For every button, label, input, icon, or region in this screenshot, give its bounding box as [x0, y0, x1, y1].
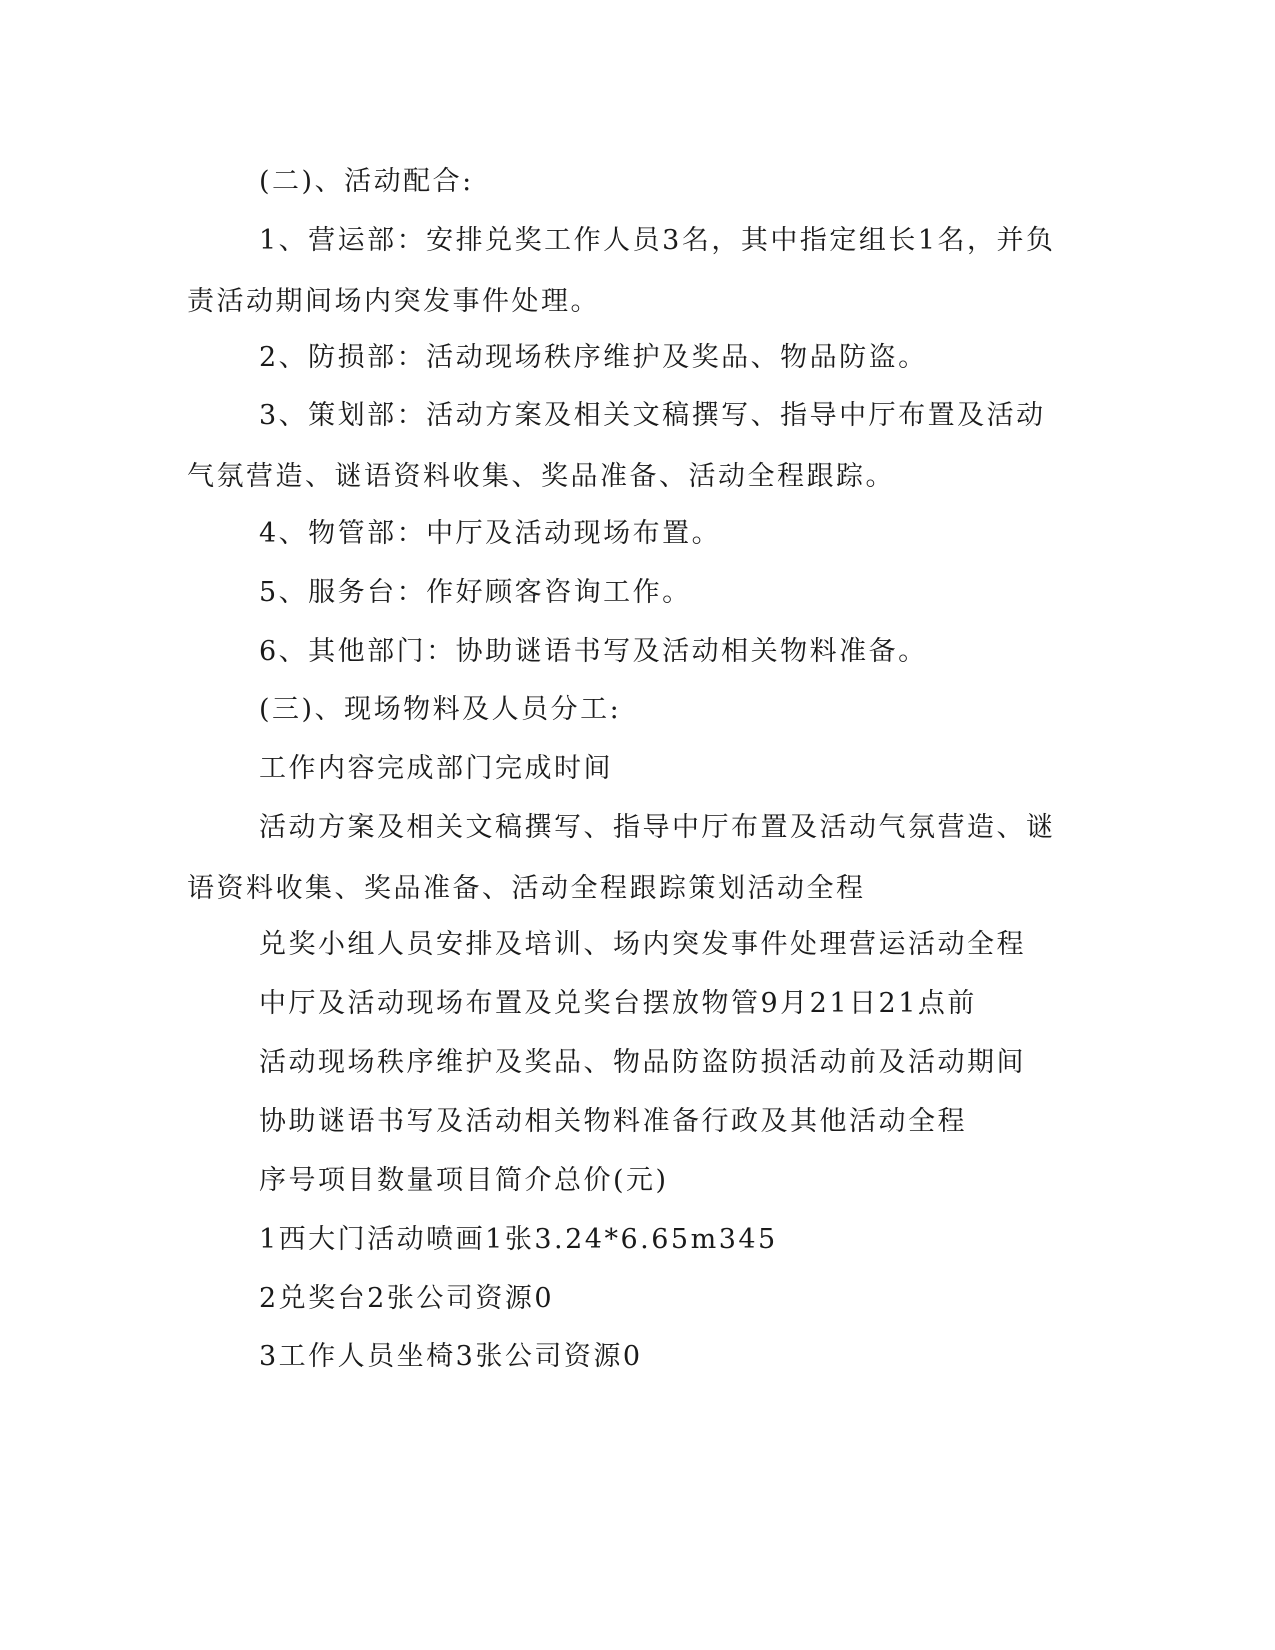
material-row-2: 2兑奖台2张公司资源0: [259, 1283, 555, 1314]
section-heading-materials-staffing: (三)、现场物料及人员分工:: [259, 694, 622, 725]
paragraph-loss-prevention-dept: 2、防损部：活动现场秩序维护及奖品、物品防盗。: [259, 342, 928, 373]
table-header-materials: 序号项目数量项目简介总价(元): [259, 1165, 669, 1196]
material-row-3: 3工作人员坐椅3张公司资源0: [259, 1341, 643, 1372]
task-row-property: 中厅及活动现场布置及兑奖台摆放物管9月21日21点前: [259, 988, 977, 1019]
paragraph-service-desk: 5、服务台：作好顾客咨询工作。: [259, 577, 692, 608]
table-header-tasks: 工作内容完成部门完成时间: [259, 753, 613, 784]
task-row-operations: 兑奖小组人员安排及培训、场内突发事件处理营运活动全程: [259, 929, 1026, 960]
paragraph-planning-dept: 3、策划部：活动方案及相关文稿撰写、指导中厅布置及活动气氛营造、谜语资料收集、奖品准备、活动全程跟踪。: [187, 400, 1046, 492]
material-row-1: 1西大门活动喷画1张3.24*6.65m345: [259, 1224, 778, 1255]
task-row-loss-prevention: 活动现场秩序维护及奖品、物品防盗防损活动前及活动期间: [259, 1047, 1026, 1078]
section-heading-activity-coordination: (二)、活动配合:: [259, 166, 474, 197]
paragraph-other-depts: 6、其他部门：协助谜语书写及活动相关物料准备。: [259, 636, 928, 667]
task-row-planning: 活动方案及相关文稿撰写、指导中厅布置及活动气氛营造、谜语资料收集、奖品准备、活动全程跟踪策划活动全程: [187, 812, 1056, 904]
paragraph-property-dept: 4、物管部：中厅及活动现场布置。: [259, 518, 722, 549]
task-row-admin: 协助谜语书写及活动相关物料准备行政及其他活动全程: [259, 1106, 967, 1137]
paragraph-operations-dept: 1、营运部：安排兑奖工作人员3名，其中指定组长1名，并负责活动期间场内突发事件处理。: [187, 225, 1056, 317]
